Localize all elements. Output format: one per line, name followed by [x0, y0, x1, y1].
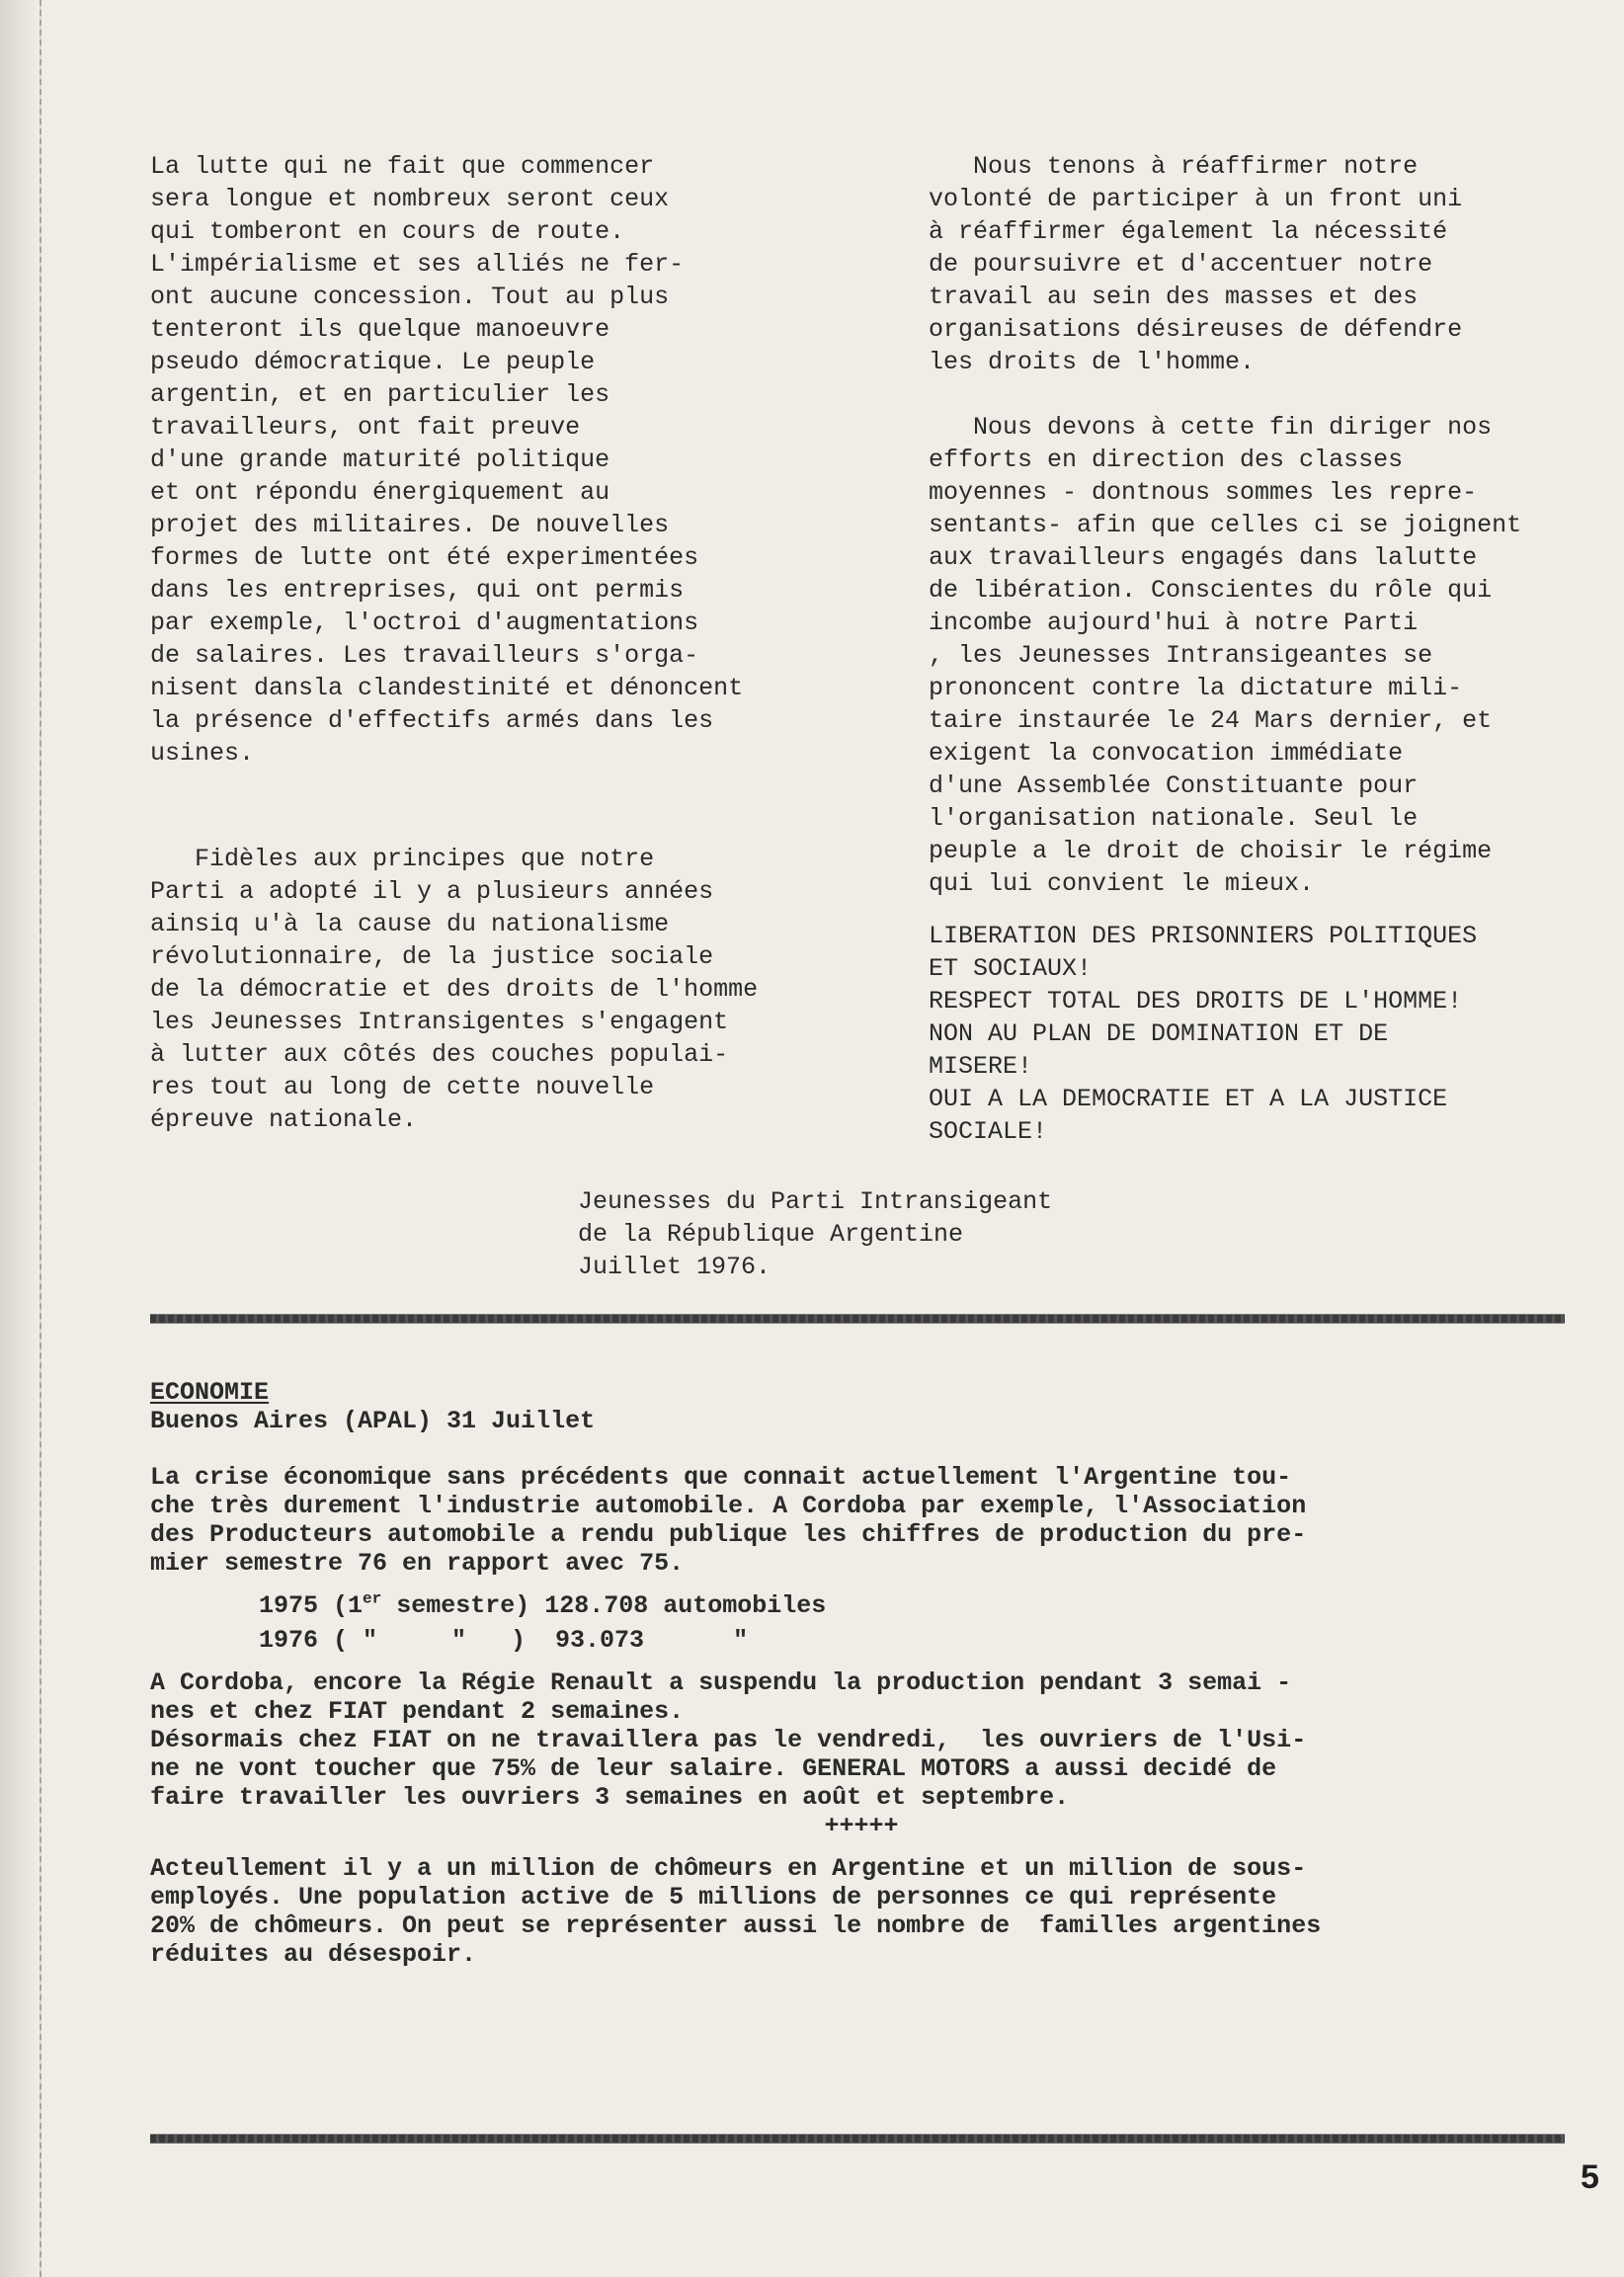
text-line: Désormais chez FIAT on ne travaillera pas le vendredi, les ouvriers de l'Usi- [150, 1726, 1307, 1754]
slogan-line: MISERE! [929, 1052, 1033, 1081]
dateline: Buenos Aires (APAL) 31 Juillet [150, 1407, 596, 1435]
text-line: aux travailleurs engagés dans lalutte [929, 543, 1478, 572]
separator: +++++ [824, 1812, 899, 1840]
text-line: les droits de l'homme. [929, 348, 1256, 376]
text-line: 20% de chômeurs. On peut se représenter aussi le nombre de familles argentines [150, 1911, 1322, 1940]
text-line: nisent dansla clandestinité et dénoncent [150, 674, 744, 702]
section-title: ECONOMIE [150, 1378, 270, 1407]
text-line: révolutionnaire, de la justice sociale [150, 942, 714, 971]
text-line: pseudo démocratique. Le peuple [150, 348, 596, 376]
text-line: Parti a adopté il y a plusieurs années [150, 877, 714, 906]
text-line: dans les entreprises, qui ont permis [150, 576, 685, 605]
text-line: de salaires. Les travailleurs s'orga- [150, 641, 699, 670]
text-line: nes et chez FIAT pendant 2 semaines. [150, 1697, 685, 1726]
text-line: moyennes - dontnous sommes les repre- [929, 478, 1478, 507]
divider-rule [150, 1314, 1565, 1324]
text-line: che très durement l'industrie automobile. A Cordoba par exemple, l'Association [150, 1492, 1307, 1520]
text-line: projet des militaires. De nouvelles [150, 511, 670, 539]
text-line: La crise économique sans précédents que connait actuellement l'Argentine tou- [150, 1463, 1292, 1492]
text-line: de poursuivre et d'accentuer notre [929, 250, 1433, 279]
text-line: Acteullement il y a un million de chômeurs en Argentine et un million de sous- [150, 1854, 1307, 1883]
signature-line: Juillet 1976. [578, 1253, 771, 1281]
divider-rule [150, 2134, 1565, 2144]
text-line: ne ne vont toucher que 75% de leur salaire. GENERAL MOTORS a aussi decidé de [150, 1754, 1277, 1783]
text-line: sera longue et nombreux seront ceux [150, 185, 670, 213]
text-line: mier semestre 76 en rapport avec 75. [150, 1549, 685, 1578]
slogan-line: LIBERATION DES PRISONNIERS POLITIQUES [929, 922, 1478, 950]
text-line: à réaffirmer également la nécessité [929, 217, 1448, 246]
text-line: travail au sein des masses et des [929, 283, 1419, 311]
text-line: prononcent contre la dictature mili- [929, 674, 1463, 702]
text-line: d'une grande maturité politique [150, 446, 610, 474]
signature-line: Jeunesses du Parti Intransigeant [578, 1187, 1053, 1216]
text-line: réduites au désespoir. [150, 1940, 477, 1969]
binding-edge [0, 0, 41, 2277]
row-text: 1975 (1 [259, 1591, 364, 1620]
production-row-1975 [150, 1591, 1573, 1620]
text-line: la présence d'effectifs armés dans les [150, 706, 714, 735]
text-line: employés. Une population active de 5 millions de personnes ce qui représente [150, 1883, 1277, 1911]
text-line: incombe aujourd'hui à notre Parti [929, 609, 1419, 637]
text-line: de la démocratie et des droits de l'homme [150, 975, 759, 1004]
slogan-line: NON AU PLAN DE DOMINATION ET DE [929, 1019, 1389, 1048]
text-line: épreuve nationale. [150, 1105, 418, 1134]
text-line: de libération. Conscientes du rôle qui [929, 576, 1493, 605]
text-line: Nous tenons à réaffirmer notre [929, 152, 1419, 181]
text-line: ont aucune concession. Tout au plus [150, 283, 670, 311]
text-line: volonté de participer à un front uni [929, 185, 1463, 213]
text-line: travailleurs, ont fait preuve [150, 413, 581, 442]
text-line: A Cordoba, encore la Régie Renault a suspendu la production pendant 3 semai - [150, 1668, 1292, 1697]
signature-line: de la République Argentine [578, 1220, 964, 1249]
row-text: semestre) 128.708 automobiles [381, 1591, 827, 1620]
text-line: Nous devons à cette fin diriger nos [929, 413, 1493, 442]
text-line: ainsiq u'à la cause du nationalisme [150, 910, 670, 938]
signature-block [578, 1185, 1052, 1283]
right-column [929, 150, 1600, 1148]
text-line: , les Jeunesses Intransigeantes se [929, 641, 1433, 670]
text-line: L'impérialisme et ses alliés ne fer- [150, 250, 685, 279]
text-line: qui lui convient le mieux. [929, 869, 1315, 898]
text-line: tenteront ils quelque manoeuvre [150, 315, 610, 344]
text-line: exigent la convocation immédiate [929, 739, 1404, 768]
row-superscript: er [363, 1589, 382, 1608]
text-line: efforts en direction des classes [929, 446, 1404, 474]
left-column [150, 150, 822, 1136]
slogan-line: OUI A LA DEMOCRATIE ET A LA JUSTICE [929, 1085, 1448, 1113]
text-line: organisations désireuses de défendre [929, 315, 1463, 344]
text-line: les Jeunesses Intransigentes s'engagent [150, 1008, 729, 1036]
slogan-line: SOCIALE! [929, 1117, 1048, 1146]
text-line: peuple a le droit de choisir le régime [929, 837, 1493, 865]
slogan-line: RESPECT TOTAL DES DROITS DE L'HOMME! [929, 987, 1463, 1016]
text-line: taire instaurée le 24 Mars dernier, et [929, 706, 1493, 735]
text-line: qui tomberont en cours de route. [150, 217, 625, 246]
slogan-line: ET SOCIAUX! [929, 954, 1093, 983]
page-number: 5 [1581, 2158, 1599, 2196]
text-line: Fidèles aux principes que notre [150, 845, 655, 873]
text-line: res tout au long de cette nouvelle [150, 1073, 655, 1101]
text-line: d'une Assemblée Constituante pour [929, 772, 1419, 800]
text-line: formes de lutte ont été experimentées [150, 543, 699, 572]
text-line: et ont répondu énergiquement au [150, 478, 610, 507]
text-line: l'organisation nationale. Seul le [929, 804, 1419, 833]
text-line: argentin, et en particulier les [150, 380, 610, 409]
economie-section [150, 1378, 1573, 1969]
text-line: sentants- afin que celles ci se joignent [929, 511, 1522, 539]
text-line: usines. [150, 739, 255, 768]
text-line: par exemple, l'octroi d'augmentations [150, 609, 699, 637]
text-line: La lutte qui ne fait que commencer [150, 152, 655, 181]
text-line: faire travailler les ouvriers 3 semaines en août et septembre. [150, 1783, 1070, 1812]
text-line: à lutter aux côtés des couches populai- [150, 1040, 729, 1069]
text-line: des Producteurs automobile a rendu publique les chiffres de production du pre- [150, 1520, 1307, 1549]
production-row-1976: 1976 ( " " ) 93.073 " [259, 1626, 749, 1655]
